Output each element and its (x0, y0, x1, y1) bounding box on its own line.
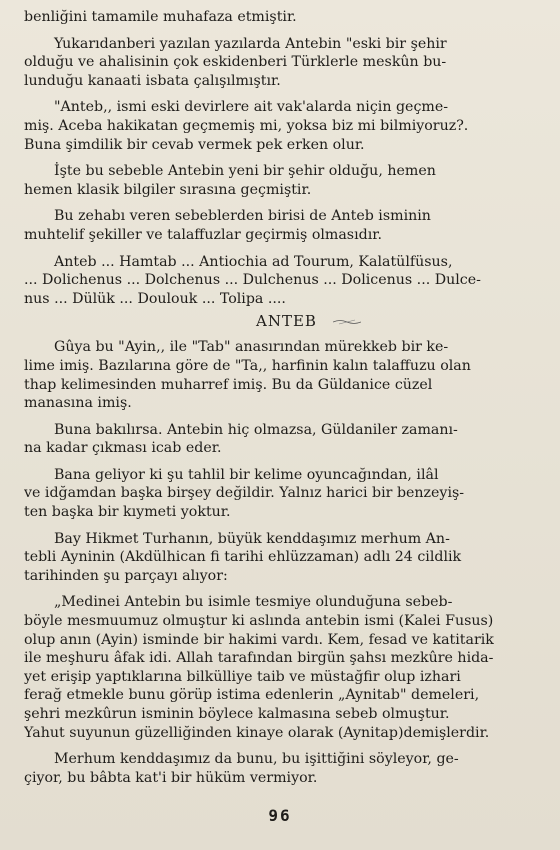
text-line: şehri mezkûrun isminin böylece kalmasına sebeb olmuştur. (24, 706, 450, 722)
text-line: Merhum kenddaşımız da bunu, bu işittiğini söyleyor, ge- (54, 751, 459, 768)
text-line: Bay Hikmet Turhanın, büyük kenddaşımız merhum An- (54, 530, 450, 547)
text-line: olduğu ve ahalisinin çok eskidenberi Türklerle meskûn bu- (24, 54, 447, 71)
text-line: yet erişip yaptıklarına bilkülliye taib ve müstağfir olup izhari (24, 668, 461, 685)
text-line: Yukarıdanberi yazılan yazılarda Antebin "eski bir şehir (54, 35, 447, 52)
text-line: Bana geliyor ki şu tahlil bir kelime oyuncağından, ilâl (54, 466, 439, 483)
text-section-bottom (24, 338, 540, 787)
text-line: ... Dolichenus ... Dolchenus ... Dulchenus ... Dolicenus ... Dulce- (24, 272, 481, 289)
text-line: miş. Aceba hakikatan geçmemiş mi, yoksa biz mi bilmiyoruz?. (24, 117, 469, 134)
text-line: „Medinei Antebin bu isimle tesmiye olunduğuna sebeb- (54, 594, 453, 611)
paragraph (24, 98, 540, 154)
paragraph (24, 207, 540, 244)
text-line: na kadar çıkması icab eder. (24, 440, 222, 457)
text-line: thap kelimesinden muharref imiş. Bu da Güldanice cüzel (24, 376, 433, 393)
text-line: olup anın (Ayin) isminde bir hakimi vardı. Kem, fesad ve katitarik (24, 631, 494, 648)
text-line: hemen klasik bilgiler sırasına geçmiştir. (24, 181, 312, 198)
paragraph-gap (24, 90, 540, 98)
paragraph-gap (24, 522, 540, 530)
text-line: Buna bakılırsa. Antebin hiç olmazsa, Güldaniler zamanı- (54, 421, 458, 438)
paragraph-gap (24, 585, 540, 593)
text-line: ile meşhuru âfak idi. Allah tarafından birgün şahsı mezkûre hida- (24, 650, 494, 667)
paragraph (24, 35, 540, 91)
paragraph (24, 530, 540, 586)
paragraph (24, 162, 540, 199)
text-line: çiyor, bu bâbta kat'i bir hüküm vermiyor. (24, 769, 318, 786)
text-line: benliğini tamamile muhafaza etmiştir. (24, 9, 297, 25)
paragraph (24, 338, 540, 412)
text-line: Bu zehabı veren sebeblerden birisi de Anteb isminin (54, 208, 431, 225)
section-heading (24, 312, 540, 330)
text-line: ferağ etmekle bunu görüp istima edenlerin „Aynitab" demeleri, (24, 687, 480, 704)
page-number: 96 (268, 806, 292, 825)
paragraph (24, 750, 540, 787)
paragraph-gap (24, 27, 540, 35)
paragraph (24, 421, 540, 458)
text-line: tebli Ayninin (Akdülhican fi tarihi ehlüzzaman) adlı 24 cildlik (24, 549, 462, 566)
paragraph-gap (24, 245, 540, 253)
text-line: Buna şimdilik bir cevab vermek pek erken olur. (24, 136, 365, 153)
text-line: nus ... Dülük ... Doulouk ... Tolipa .... (24, 290, 286, 307)
text-line: tarihinden şu parçayı alıyor: (24, 567, 228, 584)
paragraph (24, 8, 540, 27)
paragraph-gap (24, 742, 540, 750)
text-line: Yahut suyunun güzelliğinden kinaye olarak (Aynitap)demişlerdir. (24, 724, 490, 741)
text-line: ve idğamdan başka birşey değildir. Yalnız harici bir benzeyiş- (24, 485, 465, 502)
text-line: muhtelif şekiller ve talaffuzlar geçirmiş olmasıdır. (24, 226, 382, 243)
paragraph (24, 253, 540, 309)
text-section-top (24, 8, 540, 308)
text-line: "Anteb,, ismi eski devirlere ait vak'alarda niçin geçme- (54, 99, 449, 116)
paragraph-gap (24, 458, 540, 466)
paragraph (24, 593, 540, 742)
text-line: Gûya bu "Ayin,, ile "Tab" anasırından mürekkeb bir ke- (54, 339, 449, 356)
paragraph (24, 466, 540, 522)
paragraph-gap (24, 199, 540, 207)
heading-text: ANTEB (256, 312, 317, 331)
text-line: lime imiş. Bazılarına göre de "Ta,, harfinin kalın talaffuzu olan (24, 357, 471, 374)
text-line: ten başka bir kıymeti yoktur. (24, 504, 231, 521)
text-line: Anteb ... Hamtab ... Antiochia ad Tourum, Kalatülfüsus, (54, 253, 453, 270)
paragraph-gap (24, 413, 540, 421)
heading-flourish-icon (333, 319, 361, 325)
text-line: İşte bu sebeble Antebin yeni bir şehir olduğu, hemen (54, 163, 436, 180)
text-line: böyle mesmuumuz olmuştur ki aslında antebin ismi (Kalei Fusus) (24, 613, 494, 630)
paragraph-gap (24, 154, 540, 162)
text-line: manasına imiş. (24, 395, 132, 412)
text-line: lunduğu kanaati isbata çalışılmıştır. (24, 72, 281, 89)
